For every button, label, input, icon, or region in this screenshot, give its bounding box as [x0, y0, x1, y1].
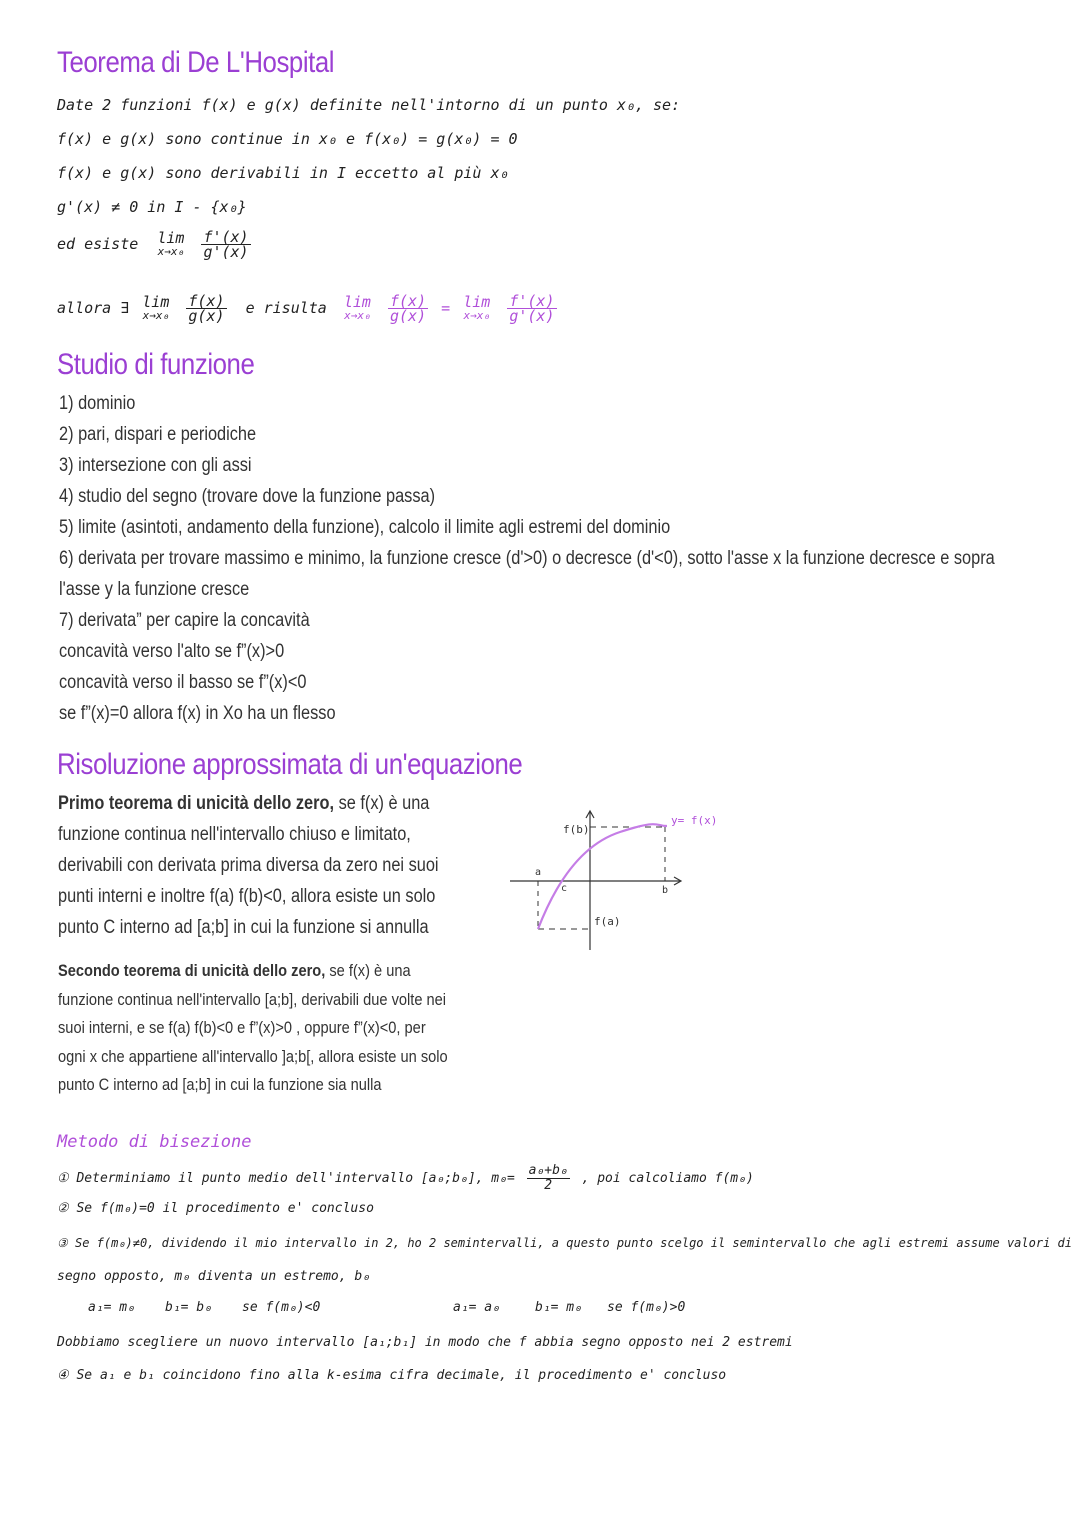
- lim-block-2: [343, 292, 371, 323]
- label-curve: y= f(x): [671, 814, 718, 827]
- lim-sub: x→x₀: [157, 244, 185, 258]
- lim-block-3: [463, 292, 491, 323]
- first-theorem-title: Primo teorema di unicità dello zero,: [58, 793, 335, 814]
- label-a: a: [535, 867, 542, 878]
- studio-item: 4) studio del segno (trovare dove la funzione passa): [59, 486, 436, 507]
- midpoint-den: 2: [544, 1178, 553, 1193]
- ratio-fg: [186, 294, 226, 323]
- second-theorem: [58, 957, 471, 1100]
- studio-item: 2) pari, dispari e periodiche: [59, 424, 257, 445]
- case-b1: b₁= b₀: [165, 1300, 212, 1315]
- first-theorem-line: derivabili con derivata prima diversa da zero nei suoi: [58, 855, 439, 876]
- hospital-title: Teorema di De L'Hospital: [57, 46, 335, 79]
- first-theorem-line: punti interni e inoltre f(a) f(b)<0, allora esiste un solo: [58, 886, 436, 907]
- gprime: g'(x): [203, 243, 249, 261]
- label-fa: f(a): [594, 915, 621, 928]
- hospital-line-1: Date 2 funzioni f(x) e g(x) definite nell'intorno di un punto x₀, se:: [57, 96, 681, 114]
- studio-item: 7) derivata” per capire la concavità: [59, 610, 310, 631]
- second-theorem-line: ogni x che appartiene all'intervallo ]a;b[, allora esiste un solo: [58, 1046, 448, 1066]
- studio-item: 6) derivata per trovare massimo e minimo, la funzione cresce (d'>0) o decresce (d'<0), sotto l'asse x la funzione decresce e sopra: [59, 548, 995, 569]
- risulta-label: e risulta: [245, 299, 327, 317]
- bisezione-step-1: [57, 1164, 754, 1193]
- midpoint-num: a₀+b₀: [528, 1163, 568, 1178]
- fprime: f'(x): [203, 228, 249, 246]
- ratio-fp: f'(x): [509, 292, 555, 310]
- label-fb: f(b): [563, 823, 590, 836]
- first-theorem: [58, 788, 471, 943]
- risoluzione-title: Risoluzione approssimata di un'equazione: [57, 748, 523, 781]
- studio-list: [59, 388, 1022, 729]
- ratio-g: g(x): [188, 307, 225, 325]
- label-c: c: [561, 883, 568, 894]
- bisezione-step-3b: segno opposto, m₀ diventa un estremo, b₀: [57, 1269, 371, 1284]
- ratio-f: f(x): [188, 292, 225, 310]
- limit-derivatives: [157, 228, 185, 259]
- exists-label: ed esiste: [57, 235, 139, 253]
- studio-title: Studio di funzione: [57, 348, 255, 381]
- case-cond-1: se f(m₀)<0: [242, 1300, 321, 1315]
- ratio-gp: g'(x): [509, 307, 555, 325]
- label-b: b: [662, 885, 669, 896]
- hospital-line-3: f(x) e g(x) sono derivabili in I eccetto al più x₀: [57, 164, 509, 182]
- second-theorem-line: funzione continua nell'intervallo [a;b], derivabili due volte nei: [58, 989, 447, 1009]
- ratio-fpgp: [507, 294, 556, 323]
- first-theorem-line: se f(x) è una: [334, 793, 430, 814]
- function-curve: [538, 824, 667, 929]
- bisezione-title: Metodo di bisezione: [57, 1132, 252, 1152]
- studio-item: 1) dominio: [59, 393, 136, 414]
- hospital-conclusion: [57, 294, 561, 323]
- second-theorem-line: suoi interni, e se f(a) f(b)<0 e f”(x)>0 , oppure f”(x)<0, per: [58, 1018, 426, 1037]
- equals-sign: =: [441, 299, 451, 317]
- lim-sub-3: x→x₀: [463, 308, 491, 322]
- allora-label: allora ∃: [57, 299, 130, 317]
- studio-item: l'asse y la funzione cresce: [59, 579, 250, 600]
- second-theorem-line: se f(x) è una: [325, 961, 411, 980]
- case-cond-2: se f(m₀)>0: [607, 1300, 686, 1315]
- lim-word-1: lim: [142, 292, 170, 311]
- bisezione-step-2: ② Se f(m₀)=0 il procedimento e' concluso: [57, 1201, 374, 1216]
- lim-block-1: [142, 292, 170, 323]
- second-theorem-line: punto C interno ad [a;b] in cui la funzione sia nulla: [58, 1075, 382, 1094]
- bisezione-step-3: ③ Se f(m₀)≠0, dividendo il mio intervallo in 2, ho 2 semintervalli, a questo punto scelgo il semintervallo che agli estremi assume valori di: [57, 1236, 1072, 1250]
- case-a1-alt: a₁= a₀: [453, 1300, 500, 1315]
- bisezione-new-interval: Dobbiamo scegliere un nuovo intervallo [a₁;b₁] in modo che f abbia segno opposto nei 2 estremi: [57, 1335, 793, 1350]
- bisezione-step-4: ④ Se a₁ e b₁ coincidono fino alla k-esima cifra decimale, il procedimento e' concluso: [57, 1368, 727, 1383]
- studio-item: concavità verso il basso se f”(x)<0: [59, 672, 307, 693]
- ratio-f-2: f(x): [390, 292, 427, 310]
- lim-sub-1: x→x₀: [142, 308, 170, 322]
- second-theorem-title: Secondo teorema di unicità dello zero,: [58, 961, 326, 980]
- studio-item: 5) limite (asintoti, andamento della funzione), calcolo il limite agli estremi del dominio: [59, 517, 671, 538]
- studio-item: concavità verso l'alto se f”(x)>0: [59, 641, 285, 662]
- step-1-text: ① Determiniamo il punto medio dell'intervallo [a₀;b₀], m₀=: [57, 1171, 515, 1186]
- first-theorem-line: funzione continua nell'intervallo chiuso e limitato,: [58, 824, 411, 845]
- hospital-line-4: g'(x) ≠ 0 in I - {x₀}: [57, 198, 247, 216]
- case-a1: a₁= m₀: [88, 1300, 135, 1315]
- ratio-fg-2: [388, 294, 428, 323]
- lim-word: lim: [157, 228, 185, 247]
- zero-theorem-graph: [505, 805, 745, 955]
- derivative-ratio: [201, 230, 250, 259]
- studio-item: se f”(x)=0 allora f(x) in Xo ha un flesso: [59, 703, 336, 724]
- first-theorem-line: punto C interno ad [a;b] in cui la funzione si annulla: [58, 917, 429, 938]
- hospital-line-5: [57, 230, 255, 259]
- lim-sub-2: x→x₀: [344, 308, 371, 322]
- studio-item: 3) intersezione con gli assi: [59, 455, 252, 476]
- hospital-line-2: f(x) e g(x) sono continue in x₀ e f(x₀) = g(x₀) = 0: [57, 130, 518, 148]
- lim-word-3: lim: [463, 292, 491, 311]
- case-b1-alt: b₁= m₀: [535, 1300, 582, 1315]
- ratio-g-2: g(x): [390, 307, 427, 325]
- lim-word-2: lim: [343, 292, 371, 311]
- midpoint-fraction: [527, 1164, 570, 1193]
- step-1-text-end: , poi calcoliamo f(m₀): [581, 1171, 754, 1186]
